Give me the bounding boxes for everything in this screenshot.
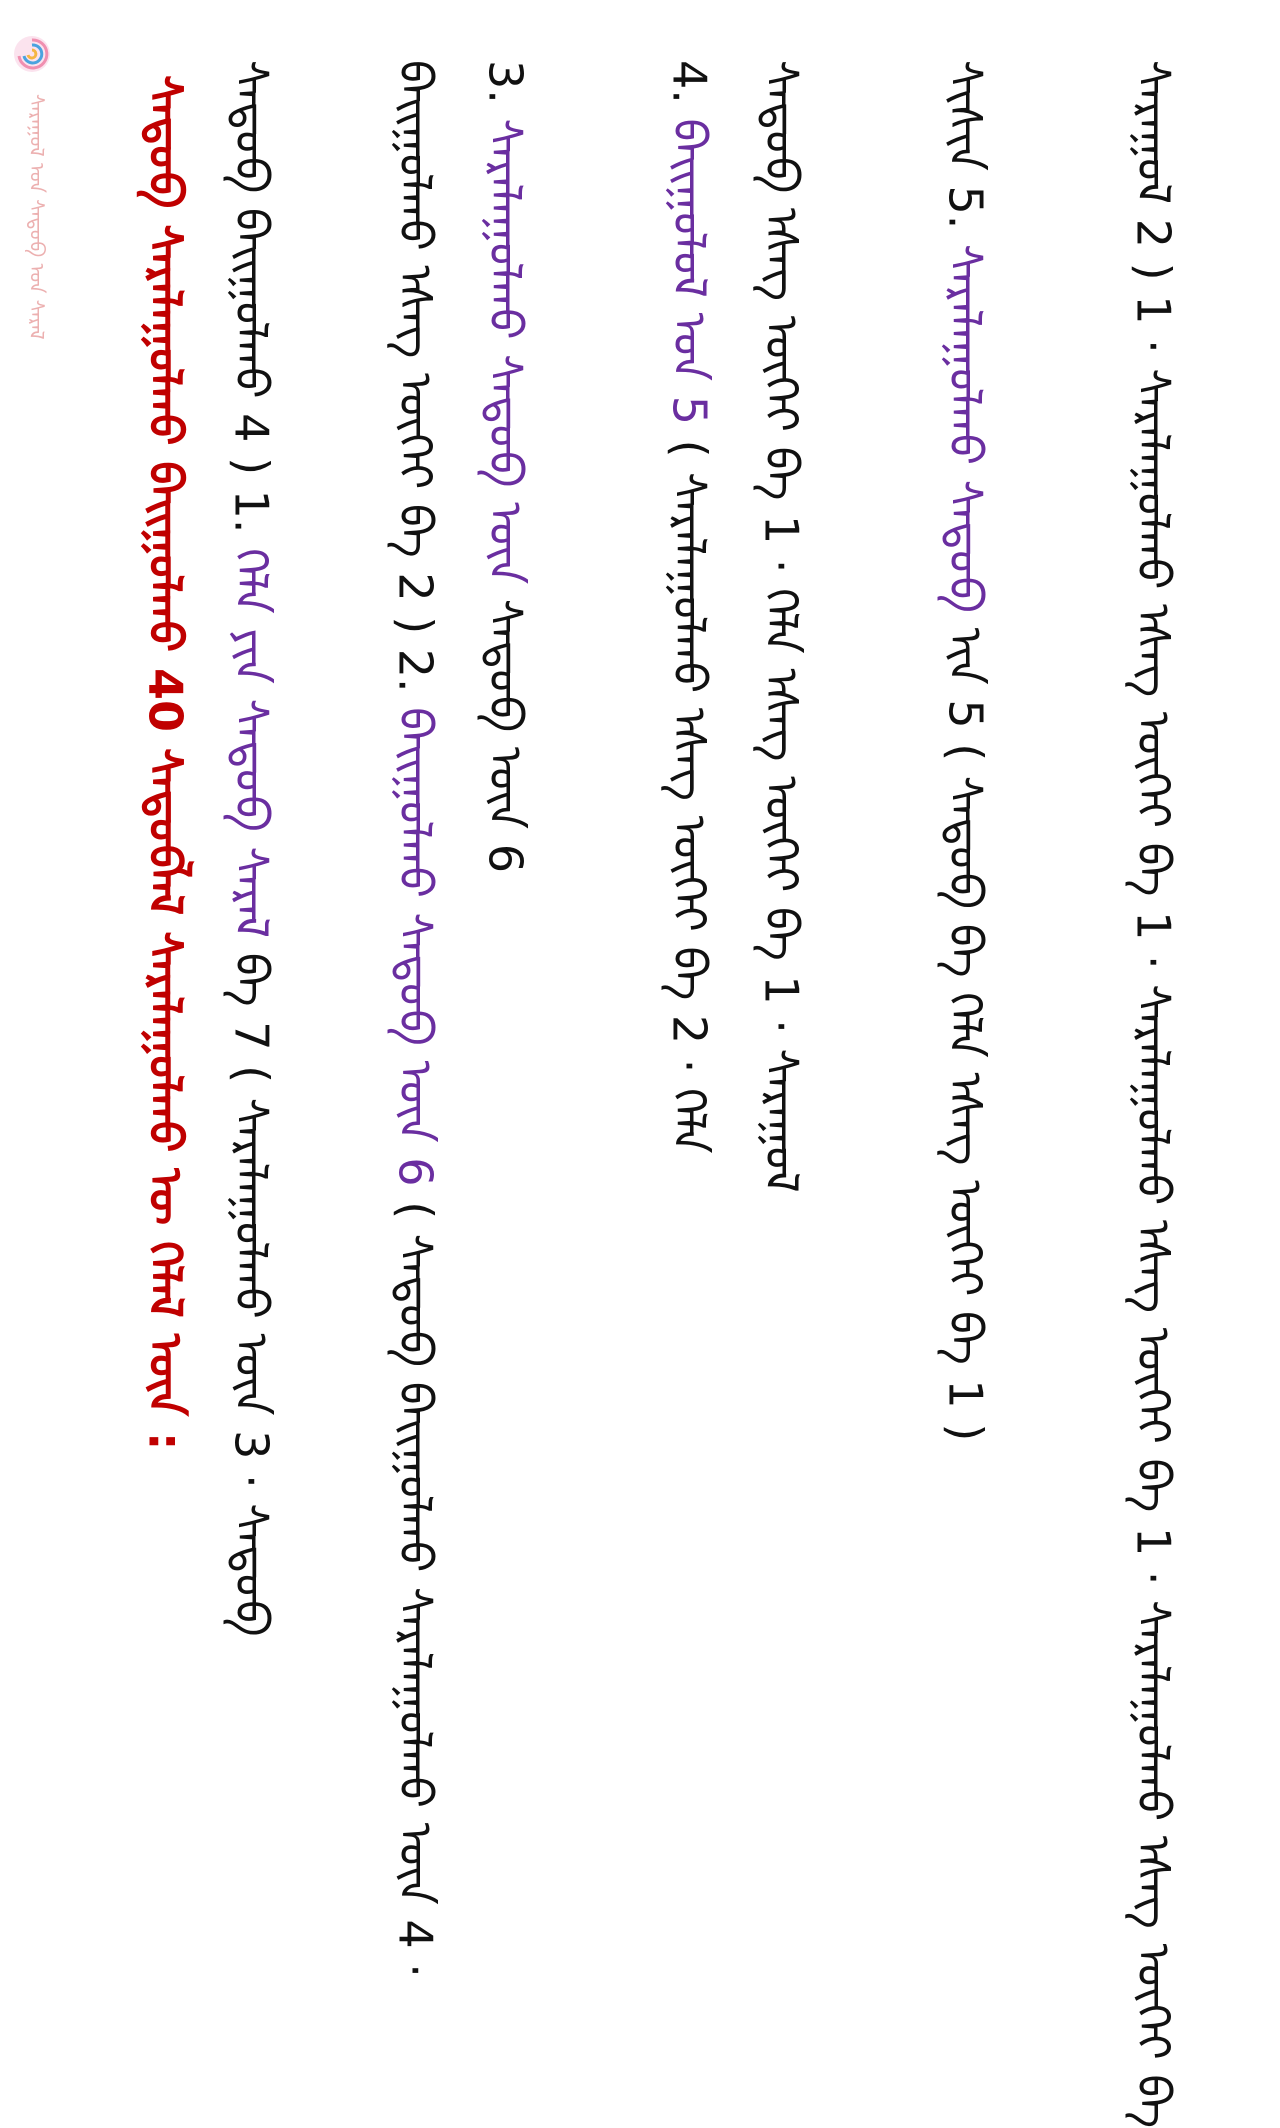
body-text: ᠰᠡᠳᠦᠪ ᠪᠠᠢᠭᠤᠯᠬᠤ 4 ) 1. (224, 60, 279, 549)
swirl-logo-icon (12, 34, 52, 74)
text-column (390, 60, 441, 1978)
text-column (756, 60, 807, 1193)
text-column (940, 60, 991, 1441)
watermark-text: ᠰᠠᠷᠠᠭᠤᠯ ᠤᠨ ᠰᠡᠳᠦᠪ ᠤᠨ ᠰᠠᠷᠠᠯ (25, 94, 49, 340)
highlighted-text: ᠪᠠᠢᠭᠤᠯᠤᠯ ᠤᠨ 5 (662, 118, 717, 425)
body-text: ( ᠰᠡᠳᠦᠪ ᠪᠠᠢᠭᠤᠯᠬᠤ ᠰᠠᠷᠠᠯᠠᠭᠤᠯᠬᠤ ᠦᠨ 4 · (388, 1186, 443, 1978)
body-text: ᠰᠡᠳᠦᠪ ᠦᠨ 6 (478, 584, 533, 873)
body-text: ᠪᠠᠢᠭᠤᠯᠬᠤ ᠡᠰᠡᠭ ᠦᠭᠡᠢ ᠪᠠ 2 ) 2. (388, 60, 443, 708)
body-text: ᠢᠨ 5 ( ᠰᠡᠳᠦᠪ ᠪᠠ ᠬᠡᠯᠡ ᠡᠰᠡᠭ ᠦᠭᠡᠢ ᠪᠠ 1 ) (938, 613, 993, 1442)
body-text: 4. (662, 60, 717, 119)
highlighted-text: ᠰᠠᠷᠠᠯᠠᠭᠤᠯᠬᠤ ᠰᠡᠳᠦᠪ ᠦᠨ (478, 118, 533, 585)
body-text: ᠰᠠᠷᠠᠭᠤᠯ 2 ) 1 · ᠰᠠᠷᠠᠯᠠᠭᠤᠯᠬᠤ ᠡᠰᠡᠭ ᠦᠭᠡᠢ ᠪᠠ 1 · ᠰᠠᠷᠠᠯᠠᠭᠤᠯᠬᠤ ᠡᠰᠡᠭ ᠦᠭᠡᠢ ᠪᠠ 1 · ᠰᠠᠷᠠᠯᠠᠭᠤᠯᠬᠤ ᠡᠰᠡᠭ ᠦᠭᠡᠢ ᠪᠠ (1126, 60, 1181, 2128)
highlighted-text: ᠪᠠᠢᠭᠤᠯᠬᠤ ᠰᠡᠳᠦᠪ ᠦᠨ 6 (388, 707, 443, 1187)
text-column (140, 75, 191, 1450)
text-column (226, 60, 277, 1637)
heading-text: ᠰᠡᠳᠦᠪ ᠰᠠᠷᠠᠯᠠᠭᠤᠯᠬᠤ ᠪᠠᠢᠭᠤᠯᠬᠤ 40 ᠰᠡᠳᠦᠪᠯᠡᠯ ᠰᠠᠷᠠᠯᠠᠭᠤᠯᠬᠤ ᠦ ᠬᠡᠯᠡᠯ ᠦᠨ : (138, 75, 193, 1451)
body-text: ᠰᠢᠰᠢᠨ 5. (938, 60, 993, 245)
text-column (480, 60, 531, 873)
body-text: ᠪᠠ 7 ( ᠰᠠᠷᠠᠯᠠᠭᠤᠯᠬᠤ ᠦᠨ 3 · ᠰᠡᠳᠦᠪ (224, 938, 279, 1637)
body-text: 3. (478, 60, 533, 119)
highlighted-text: ᠰᠠᠷᠠᠯᠠᠭᠤᠯᠬᠤ ᠰᠡᠳᠦᠪ (938, 244, 993, 614)
watermark-logo (6, 28, 56, 508)
body-text: ᠰᠡᠳᠦᠪ ᠡᠰᠡᠭ ᠦᠭᠡᠢ ᠪᠠ 1 · ᠬᠡᠯᠡ ᠡᠰᠡᠭ ᠦᠭᠡᠢ ᠪᠠ 1 · ᠰᠠᠷᠠᠭᠤᠯ (754, 60, 809, 1193)
text-column (664, 60, 715, 1154)
text-column (1128, 60, 1179, 2128)
highlighted-text: ᠬᠡᠯᠡ ᠶᠢᠨ ᠰᠡᠳᠦᠪ ᠰᠠᠷᠠᠯ (224, 548, 279, 939)
body-text: ( ᠰᠠᠷᠠᠯᠠᠭᠤᠯᠬᠤ ᠡᠰᠡᠭ ᠦᠭᠡᠢ ᠪᠠ 2 · ᠬᠡᠯᠡ (662, 424, 717, 1154)
